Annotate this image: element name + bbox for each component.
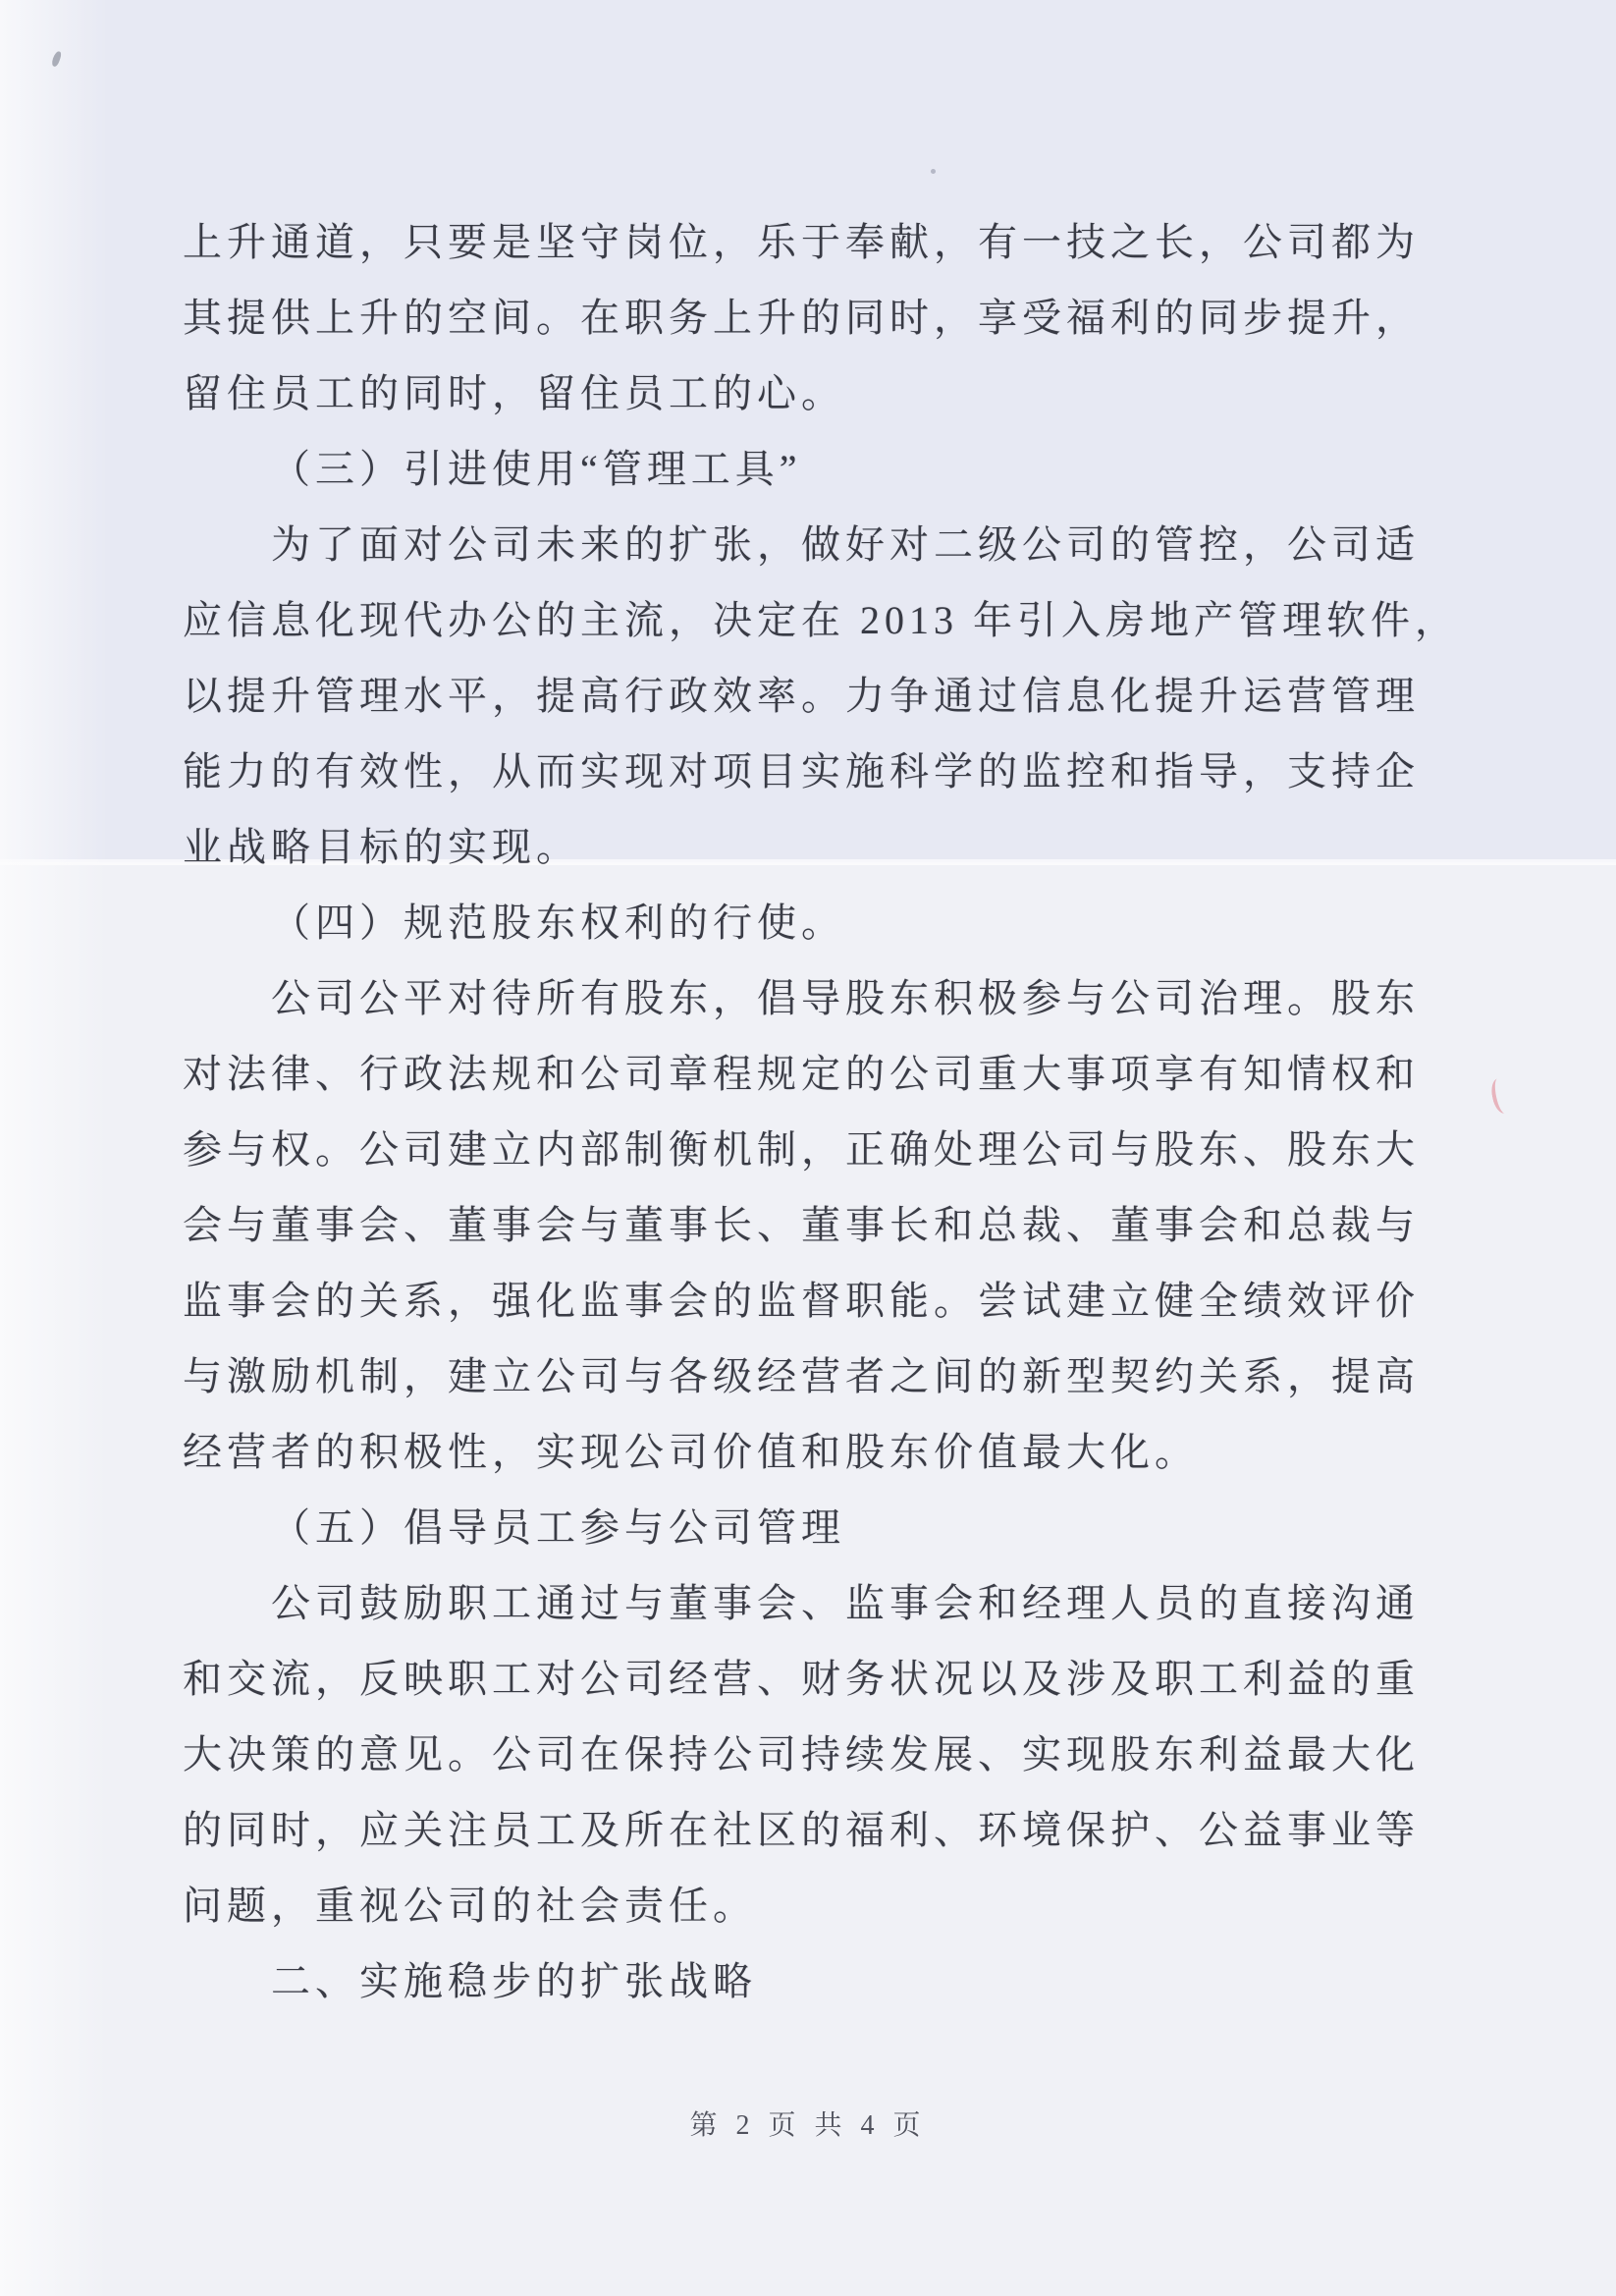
scan-left-edge [0, 0, 108, 2296]
document-line: （三）引进使用“管理工具” [271, 447, 802, 491]
document-line: 能力的有效性，从而实现对项目实施科学的监控和指导，支持企 [183, 749, 1420, 793]
document-line: 应信息化现代办公的主流，决定在 2013 年引入房地产管理软件， [183, 598, 1459, 642]
document-line: 会与董事会、董事会与董事长、董事长和总裁、董事会和总裁与 [183, 1203, 1420, 1247]
document-line: 的同时，应关注员工及所在社区的福利、环境保护、公益事业等 [183, 1808, 1420, 1852]
scan-artifact-pink-mark-icon [1488, 1077, 1513, 1116]
document-line: 大决策的意见。公司在保持公司持续发展、实现股东利益最大化 [183, 1732, 1420, 1777]
document-line: 上升通道，只要是坚守岗位，乐于奉献，有一技之长，公司都为 [183, 220, 1420, 264]
document-line: 问题，重视公司的社会责任。 [183, 1884, 757, 1928]
document-line: 公司公平对待所有股东，倡导股东积极参与公司治理。股东 [271, 976, 1420, 1020]
document-body [183, 204, 1459, 2019]
page-number-footer: 第 2 页 共 4 页 [689, 2110, 927, 2141]
document-line: 为了面对公司未来的扩张，做好对二级公司的管控，公司适 [271, 522, 1420, 567]
document-line: （五）倡导员工参与公司管理 [271, 1505, 845, 1550]
document-line: 以提升管理水平，提高行政效率。力争通过信息化提升运营管理 [183, 674, 1420, 718]
document-line: 经营者的积极性，实现公司价值和股东价值最大化。 [183, 1430, 1199, 1474]
document-line: 业战略目标的实现。 [183, 825, 580, 869]
document-line: 和交流，反映职工对公司经营、财务状况以及涉及职工利益的重 [183, 1657, 1420, 1701]
document-line: （四）规范股东权利的行使。 [271, 901, 845, 945]
document-line: 留住员工的同时，留住员工的心。 [183, 371, 845, 415]
document-line: 公司鼓励职工通过与董事会、监事会和经理人员的直接沟通 [271, 1581, 1420, 1625]
document-line: 二、实施稳步的扩张战略 [271, 1959, 757, 2003]
document-line: 对法律、行政法规和公司章程规定的公司重大事项享有知情权和 [183, 1052, 1420, 1096]
scan-artifact-dot-icon [931, 169, 936, 174]
document-line: 监事会的关系，强化监事会的监督职能。尝试建立健全绩效评价 [183, 1279, 1420, 1323]
document-line: 其提供上升的空间。在职务上升的同时，享受福利的同步提升， [183, 296, 1420, 340]
document-line: 与激励机制，建立公司与各级经营者之间的新型契约关系，提高 [183, 1354, 1420, 1398]
document-line: 参与权。公司建立内部制衡机制，正确处理公司与股东、股东大 [183, 1127, 1420, 1172]
